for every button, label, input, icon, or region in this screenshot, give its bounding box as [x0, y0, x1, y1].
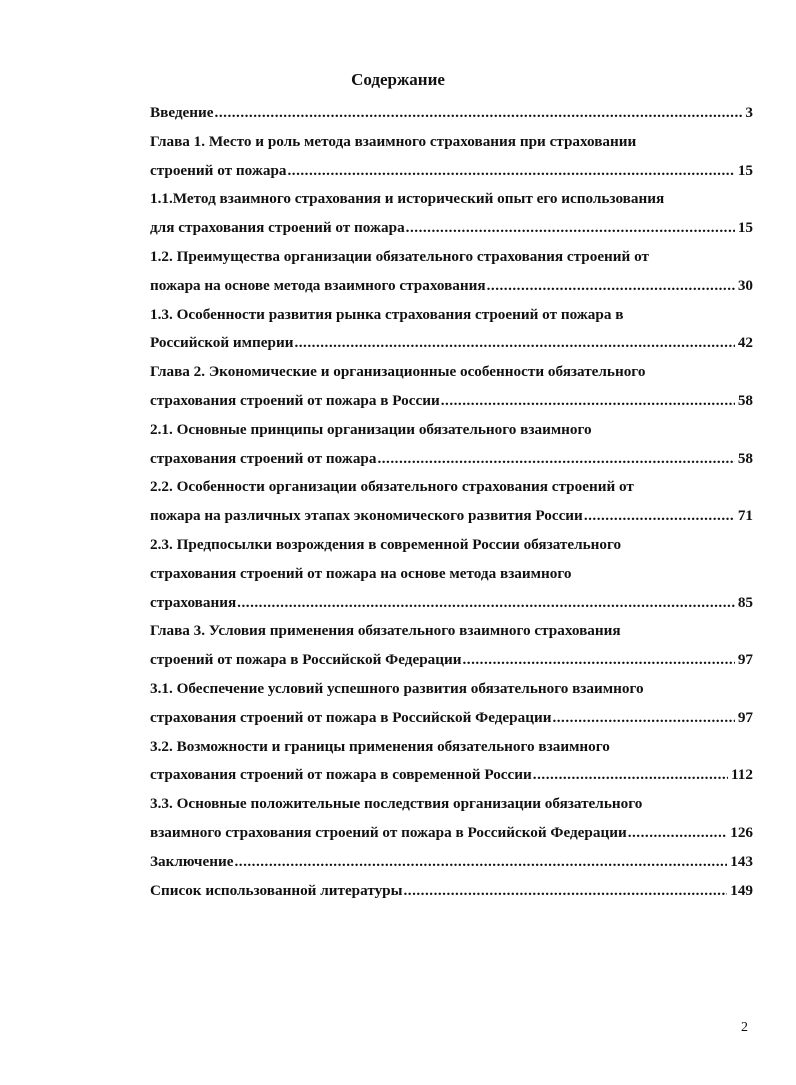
- toc-entry-title: Список использованной литературы: [150, 881, 403, 899]
- toc-entry[interactable]: [150, 301, 753, 359]
- toc-entry-page: 112: [731, 766, 753, 784]
- toc-entry-line: 3.2. Возможности и границы применения обязательного взаимного: [150, 737, 610, 755]
- toc-entry-last-line: [150, 848, 753, 877]
- dot-leader: [584, 502, 735, 531]
- toc-entry-page: 15: [737, 219, 753, 237]
- dot-leader: [294, 329, 734, 358]
- toc-entry[interactable]: [150, 848, 753, 877]
- toc-entry-page: 85: [737, 593, 753, 611]
- toc-entry-last-line: [150, 157, 753, 186]
- toc-entry-last-line: [150, 589, 753, 618]
- toc-entry-page: 97: [737, 708, 753, 726]
- toc-entry-last-line: [150, 445, 753, 474]
- toc-entry-title: взаимного страхования строений от пожара в Российской Федерации: [150, 823, 627, 841]
- dot-leader: [552, 704, 734, 733]
- toc-entry-line: 1.2. Преимущества организации обязательного страхования строений от: [150, 247, 649, 265]
- toc-entry[interactable]: [150, 128, 753, 186]
- toc-entry-page: 58: [737, 391, 753, 409]
- page-title: Содержание: [351, 70, 445, 89]
- toc-entry-page: 15: [737, 161, 753, 179]
- toc-entry[interactable]: [150, 416, 753, 474]
- dot-leader: [237, 589, 735, 618]
- toc-entry-page: 42: [737, 334, 753, 352]
- dot-leader: [403, 877, 727, 906]
- toc-entry-last-line: [150, 502, 753, 531]
- toc-entry[interactable]: [150, 790, 753, 848]
- toc-entry-last-line: [150, 99, 753, 128]
- dot-leader: [533, 761, 728, 790]
- toc-entry-title: Российской империи: [150, 334, 294, 352]
- toc-entry-last-line: [150, 704, 753, 733]
- toc-entry[interactable]: [150, 531, 753, 617]
- toc-entry-last-line: [150, 877, 753, 906]
- toc-entry-line: Глава 1. Место и роль метода взаимного страхования при страховании: [150, 132, 637, 150]
- toc-entry-line: 3.1. Обеспечение условий успешного развития обязательного взаимного: [150, 679, 644, 697]
- toc-entry-title: страхования строений от пожара в Российской Федерации: [150, 708, 552, 726]
- toc-entry[interactable]: [150, 473, 753, 531]
- toc-entry-line: 2.3. Предпосылки возрождения в современной России обязательного: [150, 535, 622, 553]
- toc-entry-last-line: [150, 646, 753, 675]
- toc-entry[interactable]: [150, 877, 753, 906]
- toc-entry[interactable]: [150, 185, 753, 243]
- toc-entry-line: страхования строений от пожара на основе метода взаимного: [150, 564, 572, 582]
- toc-entry-page: 30: [737, 276, 753, 294]
- dot-leader: [462, 646, 734, 675]
- toc-entry[interactable]: [150, 358, 753, 416]
- toc-entry[interactable]: [150, 733, 753, 791]
- toc-entry[interactable]: [150, 243, 753, 301]
- toc-entry-title: пожара на основе метода взаимного страхования: [150, 276, 486, 294]
- toc-entry-title: строений от пожара: [150, 161, 287, 179]
- dot-leader: [287, 157, 734, 186]
- toc-entry[interactable]: [150, 617, 753, 675]
- toc-entry-last-line: [150, 387, 753, 416]
- toc-entry-last-line: [150, 272, 753, 301]
- toc-entry-title: для страхования строений от пожара: [150, 219, 405, 237]
- dot-leader: [406, 214, 735, 243]
- toc-entry-last-line: [150, 329, 753, 358]
- toc-entry-title: строений от пожара в Российской Федерации: [150, 651, 462, 669]
- table-of-contents: [150, 99, 753, 905]
- toc-entry-title: Заключение: [150, 852, 234, 870]
- toc-entry-page: 71: [737, 507, 753, 525]
- toc-entry-line: 3.3. Основные положительные последствия организации обязательного: [150, 795, 643, 813]
- toc-entry-line: 2.1. Основные принципы организации обязательного взаимного: [150, 420, 592, 438]
- dot-leader: [441, 387, 735, 416]
- toc-entry-title: страхования строений от пожара: [150, 449, 377, 467]
- toc-entry-page: 143: [730, 852, 753, 870]
- dot-leader: [234, 848, 727, 877]
- dot-leader: [628, 819, 728, 848]
- toc-entry-line: 1.1.Метод взаимного страхования и исторический опыт его использования: [150, 190, 665, 208]
- toc-entry-title: Введение: [150, 104, 214, 121]
- dot-leader: [487, 272, 735, 301]
- toc-entry-title: страхования: [150, 593, 237, 611]
- toc-entry-last-line: [150, 214, 753, 243]
- toc-entry[interactable]: [150, 99, 753, 128]
- dot-leader: [215, 99, 743, 128]
- toc-entry-page: 126: [730, 823, 753, 841]
- toc-entry-title: страхования строений от пожара в России: [150, 391, 440, 409]
- page-number: 2: [741, 1020, 748, 1035]
- toc-entry-page: 58: [737, 449, 753, 467]
- toc-entry-last-line: [150, 819, 753, 848]
- toc-entry-page: 3: [745, 104, 753, 121]
- dot-leader: [377, 445, 734, 474]
- toc-entry-page: 149: [730, 881, 753, 899]
- toc-entry-title: страхования строений от пожара в современной России: [150, 766, 532, 784]
- toc-entry-last-line: [150, 761, 753, 790]
- toc-entry-line: Глава 2. Экономические и организационные особенности обязательного: [150, 363, 646, 381]
- toc-entry[interactable]: [150, 675, 753, 733]
- toc-entry-page: 97: [737, 651, 753, 669]
- toc-entry-line: Глава 3. Условия применения обязательного взаимного страхования: [150, 622, 621, 640]
- toc-entry-line: 1.3. Особенности развития рынка страхования строений от пожара в: [150, 305, 624, 323]
- toc-entry-title: пожара на различных этапах экономического развития России: [150, 507, 583, 525]
- toc-entry-line: 2.2. Особенности организации обязательного страхования строений от: [150, 478, 634, 496]
